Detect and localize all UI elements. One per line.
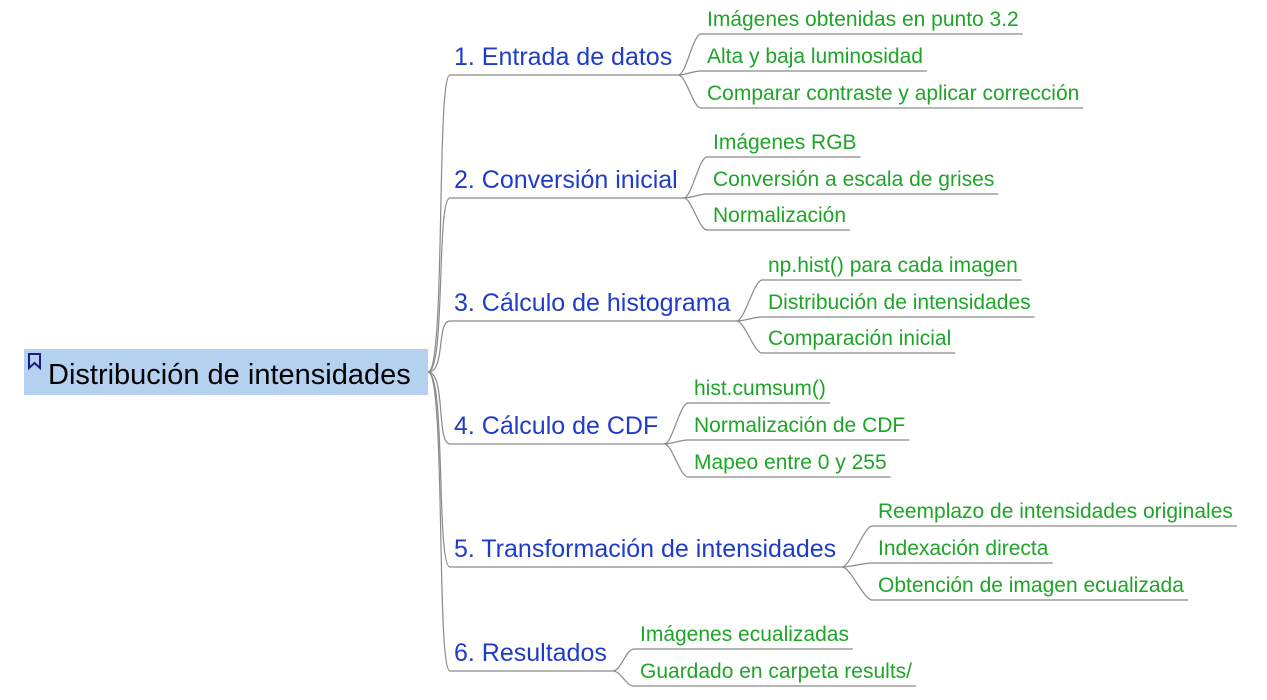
leaf-label[interactable]: Reemplazo de intensidades originales	[878, 500, 1233, 523]
leaf-label[interactable]: Mapeo entre 0 y 255	[694, 451, 887, 474]
leaf-label[interactable]: hist.cumsum()	[694, 377, 826, 400]
leaf-connector	[613, 671, 634, 686]
leaf-label[interactable]: Normalización de CDF	[694, 414, 906, 437]
leaf-connector	[842, 526, 872, 567]
leaf-label[interactable]: Conversión a escala de grises	[713, 168, 995, 191]
branch-label-resultados[interactable]: 6. Resultados	[454, 639, 607, 667]
leaf-label[interactable]: Indexación directa	[878, 537, 1049, 560]
root-node-label[interactable]: Distribución de intensidades	[48, 359, 411, 391]
branch-label-conversion[interactable]: 2. Conversión inicial	[454, 166, 678, 194]
leaf-label[interactable]: Obtención de imagen ecualizada	[878, 574, 1184, 597]
leaf-connector	[664, 403, 688, 444]
leaf-label[interactable]: np.hist() para cada imagen	[768, 254, 1018, 277]
leaf-connector	[684, 157, 707, 198]
leaf-label[interactable]: Imágenes obtenidas en punto 3.2	[707, 8, 1019, 31]
leaf-label[interactable]: Normalización	[713, 204, 847, 227]
leaf-connector	[737, 321, 762, 353]
leaf-label[interactable]: Alta y baja luminosidad	[707, 45, 923, 68]
leaf-connector	[613, 649, 634, 671]
leaf-label[interactable]: Comparar contraste y aplicar corrección	[707, 82, 1080, 105]
leaf-connector	[842, 567, 872, 600]
leaf-connector	[664, 444, 688, 477]
branch-connector	[428, 372, 450, 671]
leaf-label[interactable]: Imágenes ecualizadas	[640, 623, 849, 646]
leaf-label[interactable]: Imágenes RGB	[713, 131, 857, 154]
branch-label-transformacion[interactable]: 5. Transformación de intensidades	[454, 535, 837, 563]
leaf-label[interactable]: Comparación inicial	[768, 327, 952, 350]
leaf-label[interactable]: Guardado en carpeta results/	[640, 660, 912, 683]
leaf-connector	[684, 198, 707, 230]
branch-label-entrada[interactable]: 1. Entrada de datos	[454, 43, 673, 71]
branch-label-cdf[interactable]: 4. Cálculo de CDF	[454, 412, 659, 440]
branch-label-histograma[interactable]: 3. Cálculo de histograma	[454, 289, 731, 317]
leaf-label[interactable]: Distribución de intensidades	[768, 291, 1031, 314]
leaf-connector	[737, 280, 762, 321]
leaf-connector	[678, 75, 701, 108]
leaf-connector	[678, 34, 701, 75]
